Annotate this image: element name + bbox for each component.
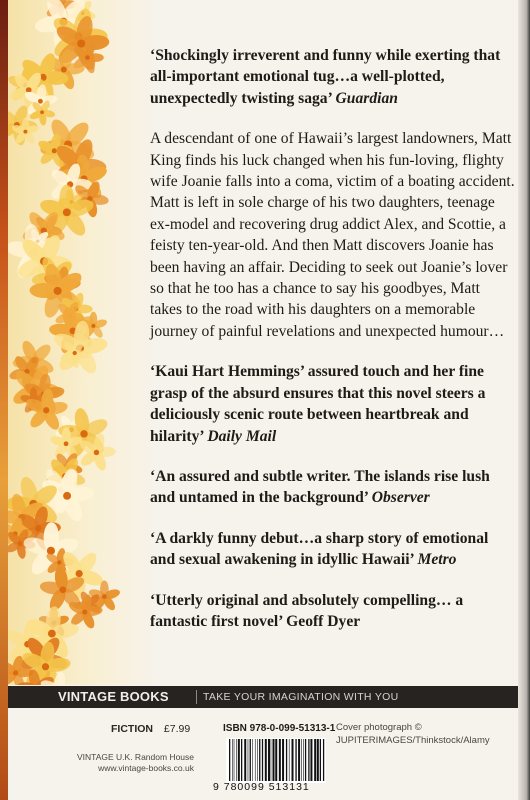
category-label: FICTION	[111, 723, 153, 735]
barcode-bar	[314, 739, 316, 781]
barcode-bar	[250, 739, 251, 781]
review-quote	[150, 590, 515, 633]
barcode-bar	[317, 739, 319, 781]
cover-right-edge	[518, 0, 530, 800]
synopsis: A descendant of one of Hawaii’s largest landowners, Matt King finds his luck changed when his fun-loving, flighty wife Joanie falls into a coma, victim of a boating accident. Matt is left in sole charge of his two daughters, teenage ex-model and recovering drug addict Alex, and Scottie, a feisty ten-year-old. And then Matt discovers Joanie has been having an affair. Deciding to seek out Joanie’s lover so that he too has a chance to say his goodbyes, Matt takes to the road with his daughters on a memorable journey of painful revelations and unexpected humour…	[150, 130, 515, 340]
barcode-bar	[286, 739, 287, 781]
quote-text: ‘Kaui Hart Hemmings’ assured touch and her fine grasp of the absurd ensures that this novel steers a deliciously scenic route between heartbreak and hilarity’	[150, 363, 486, 445]
quote-text: ‘A darkly funny debut…a sharp story of emotional and sexual awakening in idyllic Hawaii’	[150, 529, 489, 569]
cover-footer	[8, 708, 518, 800]
barcode-bar	[262, 739, 263, 781]
back-cover-text	[150, 45, 515, 651]
flower-center	[94, 450, 100, 456]
review-quote	[150, 361, 515, 447]
barcode-bar	[252, 739, 253, 781]
barcode-bar	[305, 739, 306, 781]
barcode-bar	[268, 739, 270, 781]
flower-center	[48, 630, 56, 638]
flower-center	[54, 287, 62, 295]
flower-center	[76, 570, 83, 577]
barcode-bar	[234, 739, 235, 781]
flower-center	[102, 594, 107, 599]
barcode-bar	[273, 739, 275, 781]
barcode-bar	[279, 739, 281, 781]
quote-source: Daily Mail	[207, 427, 277, 445]
publisher-tagline: TAKE YOUR IMAGINATION WITH YOU	[203, 691, 399, 703]
barcode-bar	[298, 739, 300, 781]
quote-source: Observer	[371, 489, 430, 507]
barcode-bar	[301, 739, 302, 781]
photo-credit	[336, 722, 490, 747]
category-price	[111, 723, 190, 735]
review-quote	[150, 45, 515, 109]
isbn-label: ISBN 978-0-099-51313-1	[223, 723, 336, 734]
quote-source: Geoff Dyer	[286, 612, 361, 630]
band-divider	[196, 690, 197, 704]
review-quote	[150, 466, 515, 509]
flower-center	[85, 55, 90, 60]
flower-center	[52, 148, 57, 153]
flower-center	[60, 586, 67, 593]
barcode-bar	[275, 739, 277, 781]
flower-center	[63, 208, 71, 216]
barcode-bar	[320, 739, 321, 781]
quote-text: ‘Shockingly irreverent and funny while exerting that all-important emotional tug…a well-plotted, unexpectedly twisting saga’	[150, 47, 501, 107]
flower-center	[42, 663, 49, 670]
barcode-bar	[265, 739, 267, 781]
publisher-info	[77, 752, 194, 774]
flower-lei-illustration	[8, 0, 158, 685]
barcode-bar	[303, 739, 304, 781]
barcode-bar	[271, 739, 272, 781]
flower-center	[64, 441, 69, 446]
flower-center	[73, 351, 77, 355]
flower-center	[18, 541, 22, 545]
barcode-bar	[323, 739, 324, 781]
credit-line: Cover photograph ©	[336, 722, 422, 733]
flower-center	[43, 407, 49, 413]
barcode-bar	[241, 739, 242, 781]
barcode-number: 9 780099 513131	[213, 781, 310, 793]
cover-spine-edge	[0, 0, 8, 800]
flower-center	[47, 547, 55, 555]
flower-center	[57, 560, 61, 564]
flower-center	[40, 110, 44, 114]
barcode-bar	[255, 739, 256, 781]
publisher-band	[8, 686, 518, 708]
barcode-bar	[232, 739, 233, 781]
quote-source: Metro	[417, 551, 457, 569]
flower-center	[61, 67, 67, 73]
barcode-bar	[282, 739, 284, 781]
barcode-bar	[295, 739, 296, 781]
flower-center	[35, 525, 41, 531]
price-label: £7.99	[163, 723, 191, 735]
flower-center	[80, 430, 87, 437]
barcode-bar	[229, 739, 230, 781]
barcode-bar	[238, 739, 240, 781]
flower-lei-image	[8, 0, 158, 685]
review-quote	[150, 528, 515, 571]
publisher-line: VINTAGE U.K. Random House	[77, 752, 194, 762]
barcode-bar	[248, 739, 249, 781]
publisher-url: www.vintage-books.co.uk	[98, 763, 194, 773]
barcode-bar	[289, 739, 290, 781]
flower-center	[13, 670, 18, 675]
barcode-bar	[308, 739, 309, 781]
barcode-bar	[257, 739, 258, 781]
quote-text: ‘Utterly original and absolutely compelling… a fantastic first novel’	[150, 591, 464, 630]
barcode-bar	[259, 739, 260, 781]
barcode-bar	[244, 739, 246, 781]
flower-center	[77, 39, 85, 47]
credit-line: JUPITERIMAGES/Thinkstock/Alamy	[336, 734, 490, 746]
publisher-name: VINTAGE BOOKS	[58, 689, 169, 704]
barcode-bar	[292, 739, 294, 781]
quote-text: ‘An assured and subtle writer. The islands rise lush and untamed in the background’	[150, 467, 490, 507]
barcode-bar	[236, 739, 237, 781]
flower-center	[38, 99, 43, 104]
barcode-icon	[226, 738, 326, 783]
barcode-bar	[310, 739, 312, 781]
quote-source: Guardian	[335, 89, 398, 107]
flower-center	[82, 609, 87, 614]
flower-center	[23, 130, 27, 134]
flower-center	[63, 492, 71, 500]
